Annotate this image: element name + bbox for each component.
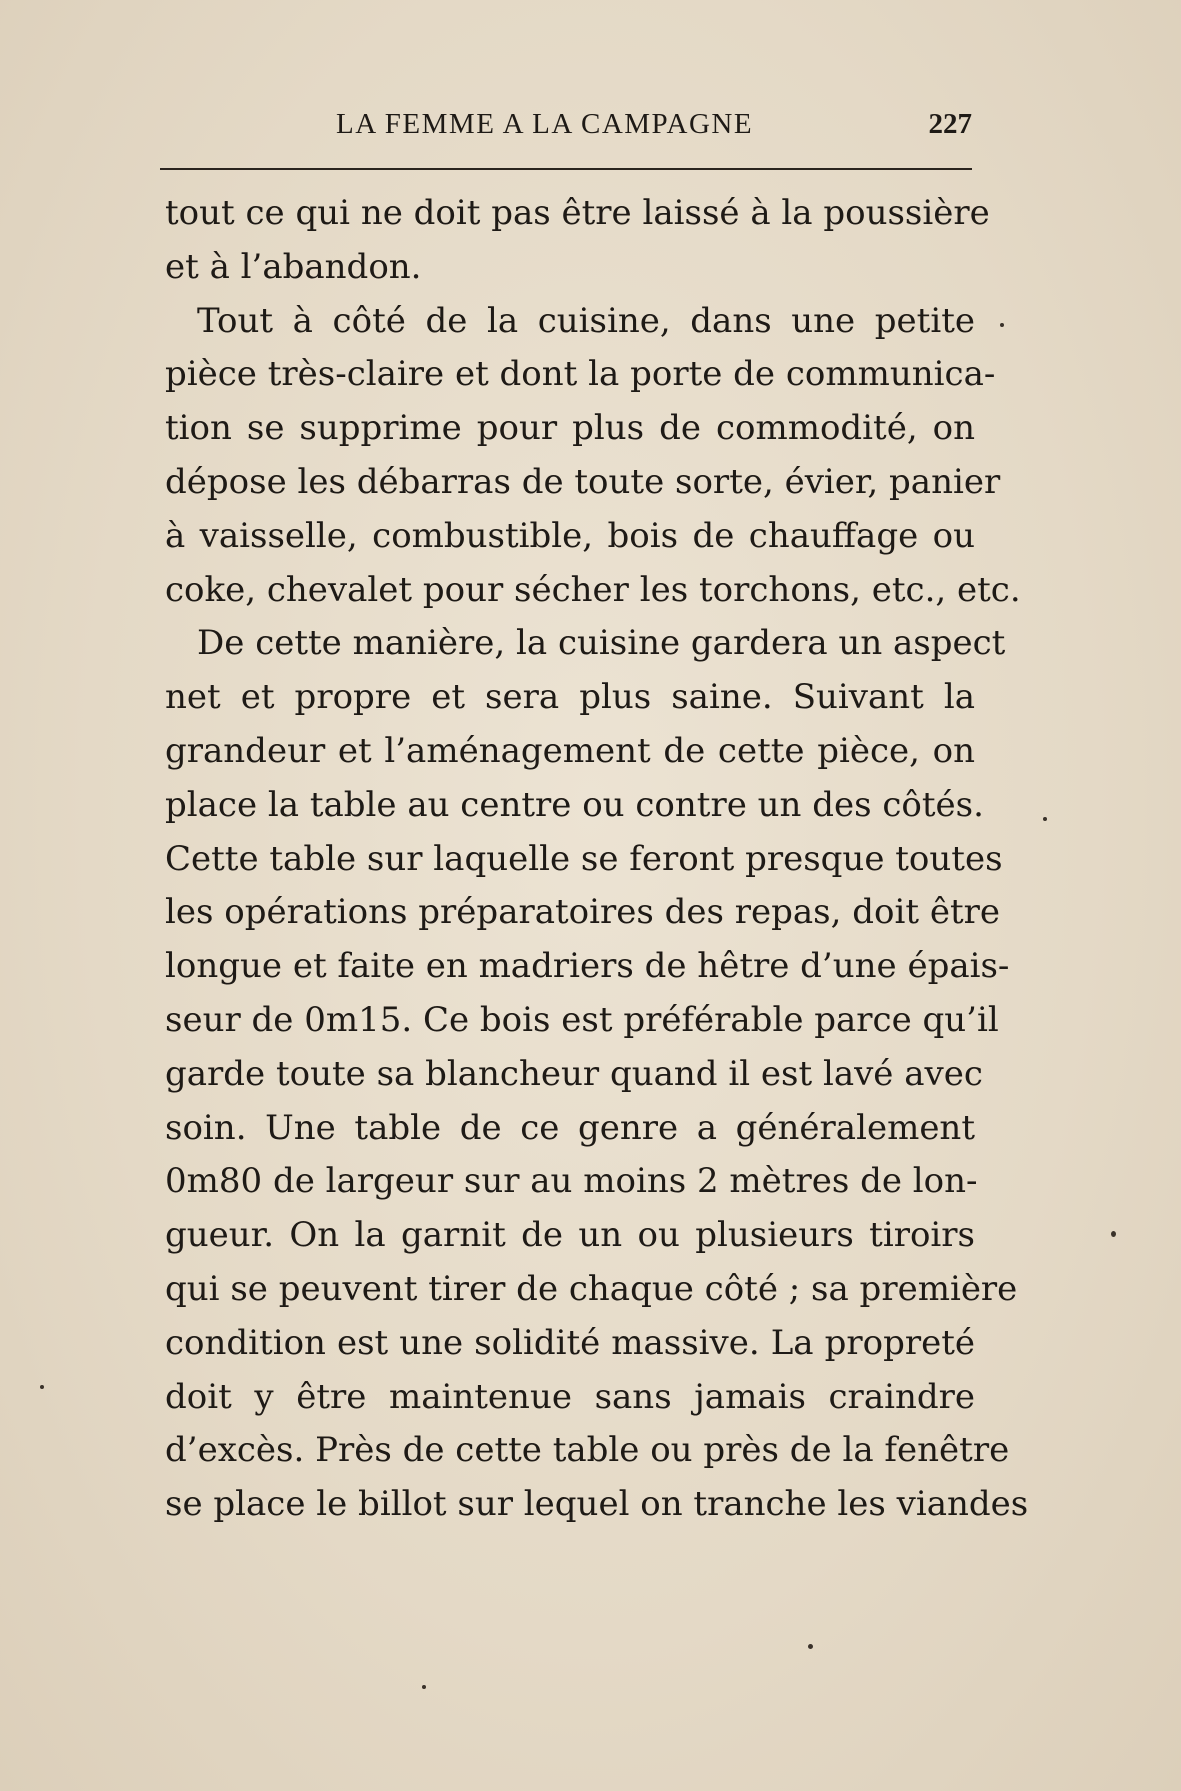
text-line: coke, chevalet pour sécher les torchons, etc., etc.: [165, 569, 1021, 610]
text-line: 0m80 de largeur sur au moins 2 mètres de lon-: [165, 1161, 978, 1202]
page-number: 227: [928, 108, 972, 140]
text-line: pièce très-claire et dont la porte de communica-: [165, 354, 996, 395]
text-line: Cette table sur laquelle se feront presque toutes: [165, 838, 1003, 879]
paper-speck: [40, 1385, 44, 1389]
text-line: net et propre et sera plus saine. Suivant la: [165, 677, 975, 718]
paper-speck: [1111, 1231, 1116, 1237]
text-line: place la table au centre ou contre un des côtés.: [165, 784, 984, 825]
running-header: [160, 104, 972, 144]
text-line: tion se supprime pour plus de commodité, on: [165, 408, 975, 449]
paper-speck: [1000, 323, 1004, 327]
text-line: doit y être maintenue sans jamais craindre: [165, 1376, 975, 1417]
text-line: d’excès. Près de cette table ou près de la fenêtre: [165, 1430, 1010, 1471]
text-line: Tout à côté de la cuisine, dans une petite: [197, 300, 975, 341]
text-line: gueur. On la garnit de un ou plusieurs tiroirs: [165, 1215, 975, 1256]
text-line: et à l’abandon.: [165, 246, 422, 287]
text-line: tout ce qui ne doit pas être laissé à la poussière: [165, 193, 990, 233]
text-line: garde toute sa blancheur quand il est lavé avec: [165, 1053, 983, 1094]
header-rule: [160, 168, 972, 170]
paper-speck: [422, 1685, 426, 1689]
text-line: seur de 0m15. Ce bois est préférable parce qu’il: [165, 999, 999, 1040]
paper-speck: [1043, 817, 1047, 821]
text-line: condition est une solidité massive. La propreté: [165, 1322, 975, 1363]
running-title: LA FEMME A LA CAMPAGNE: [336, 108, 754, 140]
text-line: les opérations préparatoires des repas, doit être: [165, 892, 1000, 933]
text-line: longue et faite en madriers de hêtre d’une épais-: [165, 946, 1010, 987]
text-line: soin. Une table de ce genre a généralement: [165, 1107, 975, 1148]
text-line: qui se peuvent tirer de chaque côté ; sa première: [165, 1268, 1018, 1309]
text-line: à vaisselle, combustible, bois de chauffage ou: [165, 515, 975, 556]
text-line: De cette manière, la cuisine gardera un aspect: [197, 623, 1006, 664]
paper-speck: [808, 1644, 813, 1649]
body-text: [165, 187, 1029, 1532]
text-line: se place le billot sur lequel on tranche les viandes: [165, 1484, 1029, 1525]
text-line: grandeur et l’aménagement de cette pièce, on: [165, 730, 975, 771]
text-line: dépose les débarras de toute sorte, évier, panier: [165, 461, 1001, 502]
